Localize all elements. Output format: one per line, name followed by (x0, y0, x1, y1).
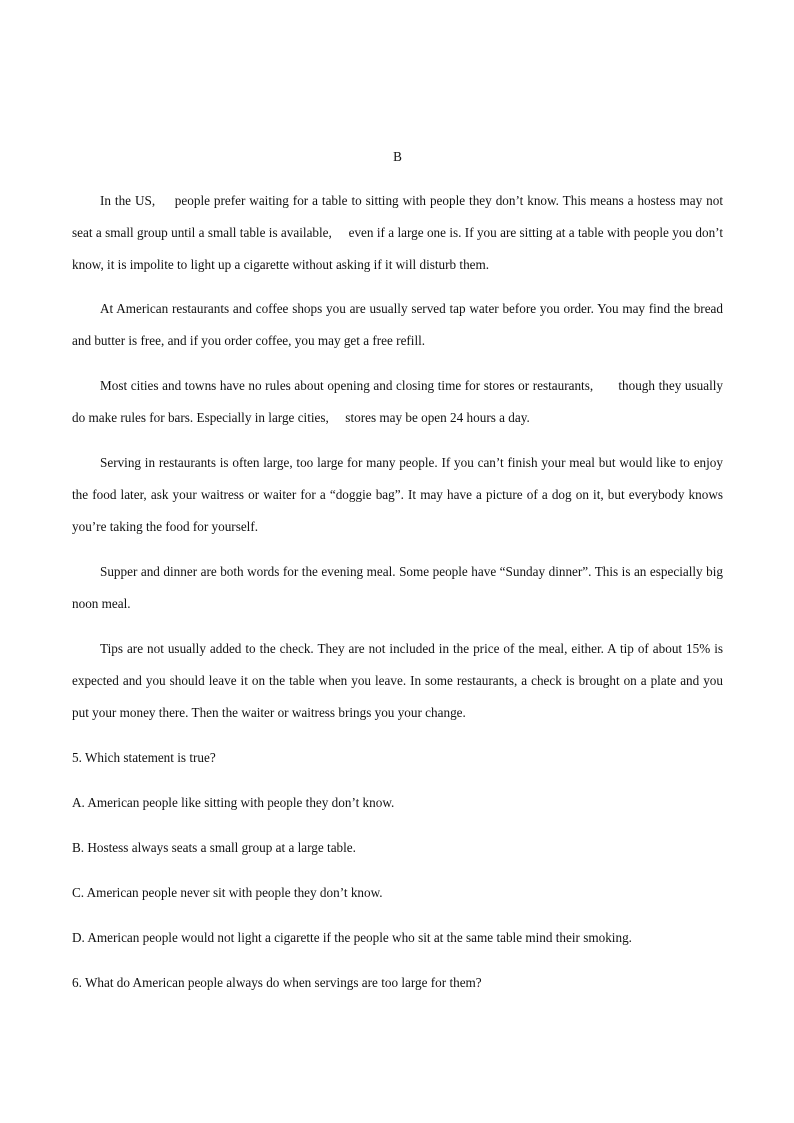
paragraph-seating: In the US, people prefer waiting for a table to sitting with people they don’t know. This means a hostess may not seat a small group until a small table is available, even if a large one is. If you are sitting at a table with people you don’t know, it is impolite to light up a cigarette without asking if it will disturb them. (72, 193, 723, 272)
paragraph-tips: Tips are not usually added to the check. They are not included in the price of the meal, either. A tip of about 15% is expected and you should leave it on the table when you leave. In some restaurants, a check is brought on a plate and you put your money there. Then the waiter or waitress brings you your change. (72, 641, 723, 720)
question-5-option-c: C. American people never sit with people they don’t know. (72, 885, 383, 900)
question-5-option-d: D. American people would not light a cigarette if the people who sit at the same table mind their smoking. (72, 930, 632, 945)
paragraph-water-bread: At American restaurants and coffee shops you are usually served tap water before you order. You may find the bread and butter is free, and if you order coffee, you may get a free refill. (72, 301, 723, 348)
paragraph-doggie-bag: Serving in restaurants is often large, too large for many people. If you can’t finish your meal but would like to enjoy the food later, ask your waitress or waiter for a “doggie bag”. It may have a picture of a dog on it, but everybody knows you’re taking the food for yourself. (72, 455, 723, 534)
document-page (72, 0, 723, 1123)
question-5-option-b: B. Hostess always seats a small group at a large table. (72, 840, 356, 855)
question-5-prompt: 5. Which statement is true? (72, 750, 216, 765)
paragraph-opening-hours: Most cities and towns have no rules about opening and closing time for stores or restaurants, though they usually do make rules for bars. Especially in large cities, stores may be open 24 hours a day. (72, 378, 723, 425)
paragraph-supper-dinner: Supper and dinner are both words for the evening meal. Some people have “Sunday dinner”. This is an especially big noon meal. (72, 564, 723, 611)
passage-label: B (393, 149, 402, 164)
question-5-option-a: A. American people like sitting with people they don’t know. (72, 795, 395, 810)
question-6-prompt: 6. What do American people always do when servings are too large for them? (72, 975, 482, 990)
